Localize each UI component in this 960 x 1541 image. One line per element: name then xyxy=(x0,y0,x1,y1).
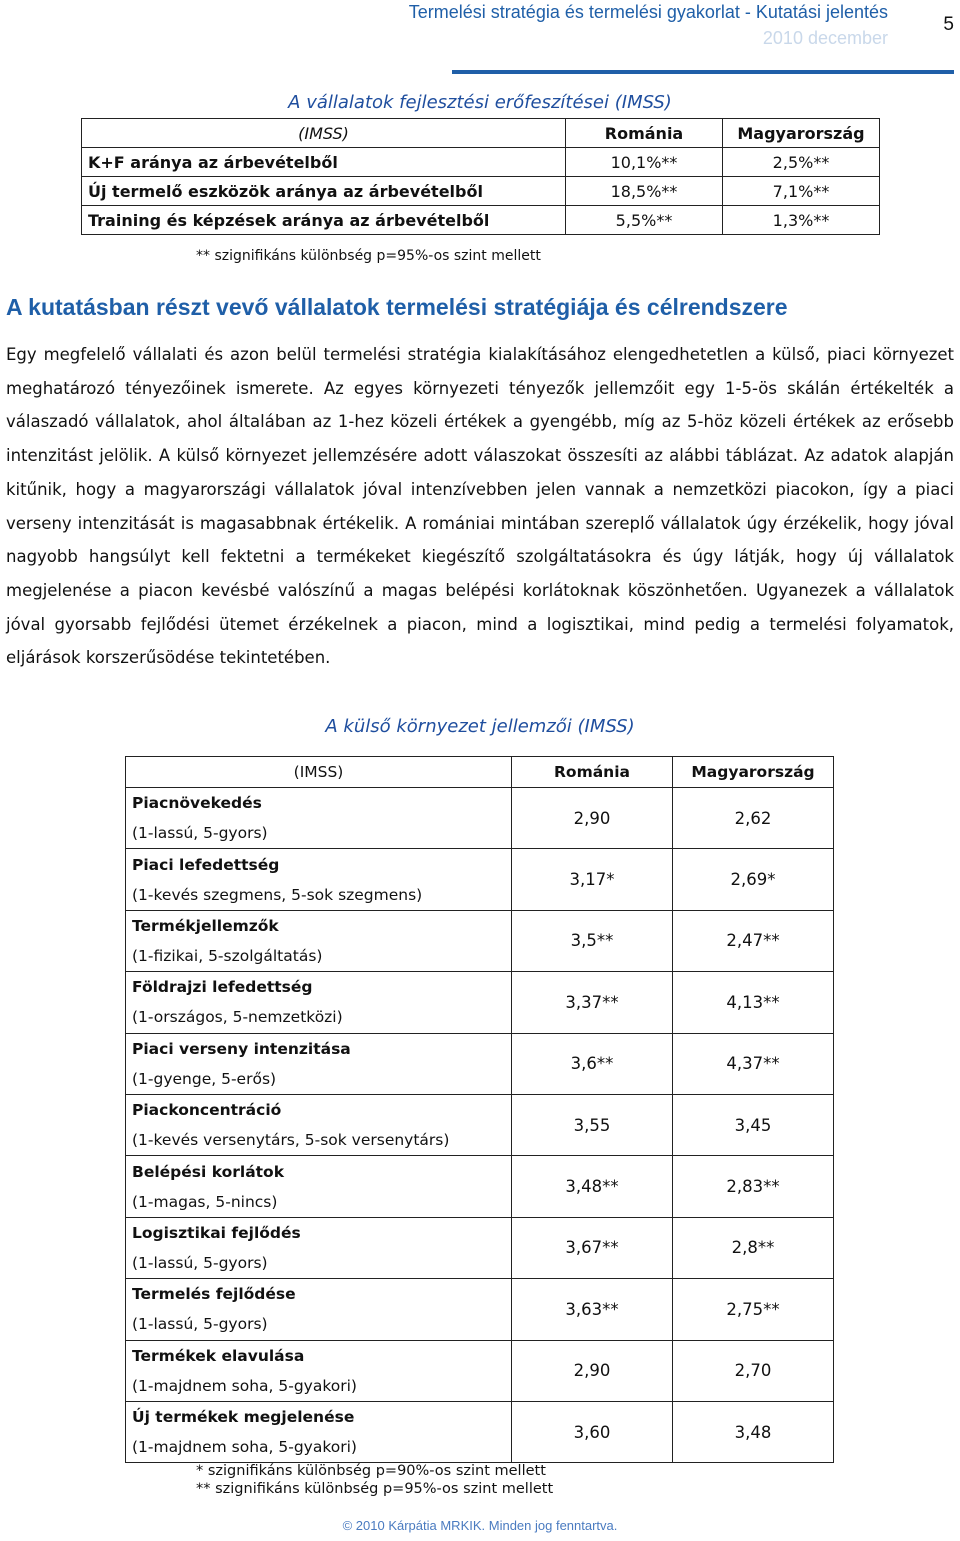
hungary-value: 2,8** xyxy=(673,1217,834,1278)
column-header-hungary: Magyarország xyxy=(723,119,880,148)
row-label: Training és képzések aránya az árbevételből xyxy=(82,206,566,235)
romania-value: 5,5%** xyxy=(566,206,723,235)
romania-value: 3,17* xyxy=(512,849,673,910)
romania-value: 3,37** xyxy=(512,972,673,1033)
factor-name: Termékek elavulása xyxy=(132,1346,305,1365)
hungary-value: 1,3%** xyxy=(723,206,880,235)
table-row xyxy=(126,972,834,1033)
hungary-value: 7,1%** xyxy=(723,177,880,206)
table-row xyxy=(126,1279,834,1340)
external-environment-table xyxy=(125,756,834,1463)
factor-cell xyxy=(126,1033,512,1094)
table1-caption: A vállalatok fejlesztési erőfeszítései (IMSS) xyxy=(288,92,672,113)
factor-name: Piaci verseny intenzitása xyxy=(132,1039,351,1058)
table2-caption: A külső környezet jellemzői (IMSS) xyxy=(325,716,635,737)
column-header-romania: Románia xyxy=(566,119,723,148)
romania-value: 10,1%** xyxy=(566,148,723,177)
factor-scale: (1-magas, 5-nincs) xyxy=(132,1192,278,1211)
table-header-row xyxy=(126,757,834,788)
table-row xyxy=(126,1217,834,1278)
hungary-value: 2,75** xyxy=(673,1279,834,1340)
factor-cell xyxy=(126,972,512,1033)
factor-scale: (1-országos, 5-nemzetközi) xyxy=(132,1008,343,1027)
factor-cell xyxy=(126,1401,512,1462)
factor-name: Belépési korlátok xyxy=(132,1162,285,1181)
table-header-row xyxy=(82,119,880,148)
factor-scale: (1-majdnem soha, 5-gyakori) xyxy=(132,1376,357,1395)
table-row xyxy=(126,849,834,910)
section-title: A kutatásban részt vevő vállalatok termelési stratégiája és célrendszere xyxy=(6,294,788,320)
table-row xyxy=(126,1094,834,1155)
romania-value: 3,60 xyxy=(512,1401,673,1462)
romania-value: 3,48** xyxy=(512,1156,673,1217)
table-row xyxy=(126,910,834,971)
romania-value: 3,63** xyxy=(512,1279,673,1340)
header-rule xyxy=(452,70,954,74)
column-header-imss: (IMSS) xyxy=(126,757,512,788)
factor-scale: (1-majdnem soha, 5-gyakori) xyxy=(132,1438,357,1457)
row-label: Új termelő eszközök aránya az árbevételből xyxy=(82,177,566,206)
factor-scale: (1-lassú, 5-gyors) xyxy=(132,1315,268,1334)
romania-value: 2,90 xyxy=(512,788,673,849)
hungary-value: 2,69* xyxy=(673,849,834,910)
table-row xyxy=(82,177,880,206)
table-row xyxy=(126,1340,834,1401)
page-header xyxy=(0,0,960,80)
column-header-romania: Románia xyxy=(512,757,673,788)
factor-cell xyxy=(126,1156,512,1217)
table-row xyxy=(126,1033,834,1094)
table-row xyxy=(82,148,880,177)
row-label: K+F aránya az árbevételből xyxy=(82,148,566,177)
hungary-value: 2,70 xyxy=(673,1340,834,1401)
factor-scale: (1-kevés versenytárs, 5-sok versenytárs) xyxy=(132,1131,450,1150)
factor-name: Piacnövekedés xyxy=(132,794,262,813)
romania-value: 18,5%** xyxy=(566,177,723,206)
table1-significance-note: ** szignifikáns különbség p=95%-os szint mellett xyxy=(196,248,541,264)
factor-cell xyxy=(126,1340,512,1401)
significance-note-95: ** szignifikáns különbség p=95%-os szint mellett xyxy=(196,1481,554,1497)
development-efforts-table xyxy=(81,118,880,235)
copyright-text: © 2010 Kárpátia MRKIK. Minden jog fenntartva. xyxy=(342,1518,618,1533)
romania-value: 3,6** xyxy=(512,1033,673,1094)
factor-cell xyxy=(126,788,512,849)
hungary-value: 2,83** xyxy=(673,1156,834,1217)
column-header-imss: (IMSS) xyxy=(82,119,566,148)
factor-scale: (1-lassú, 5-gyors) xyxy=(132,824,268,843)
factor-cell xyxy=(126,910,512,971)
factor-cell xyxy=(126,849,512,910)
factor-cell xyxy=(126,1217,512,1278)
hungary-value: 3,45 xyxy=(673,1094,834,1155)
factor-name: Új termékek megjelenése xyxy=(132,1408,355,1427)
body-paragraph: Egy megfelelő vállalati és azon belül termelési stratégia kialakításához elengedhetetlen a külső, piaci környezet meghatározó tényezőinek ismerete. Az egyes környezeti tényezők jellemzőit egy 1-5-ös skálán értékelték a válaszadó vállalatok, ahol általában az 1-hez közeli értékek a gyengébb, míg az 5-höz közeli értékek az erősebb intenzitást jelölik. A külső környezet jellemzésére adott válaszokat összesíti az alábbi táblázat. Az adatok alapján kitűnik, hogy a magyarországi vállalatok jóval intenzívebben jelen vannak a nemzetközi piacokon, így a piaci verseny intenzitását is magasabbnak értékelik. A romániai mintában szereplő vállalatok úgy érzékelik, hogy jóval nagyobb hangsúlyt kell fektetni a termékeket kiegészítő szolgáltatásokra és úgy látják, hogy új vállalatok megjelenése a piacon kevésbé valószínű a magas belépési korlátoknak köszönhetően. Ugyanezek a vállalatok jóval gyorsabb fejlődési ütemet érzékelnek a piacon, mind a logisztikai, mind pedig a termelési folyamatok, eljárások korszerűsödése tekintetében. xyxy=(6,345,954,668)
header-title: Termelési stratégia és termelési gyakorlat - Kutatási jelentés xyxy=(408,2,888,22)
hungary-value: 4,13** xyxy=(673,972,834,1033)
romania-value: 3,5** xyxy=(512,910,673,971)
romania-value: 3,55 xyxy=(512,1094,673,1155)
factor-name: Piackoncentráció xyxy=(132,1101,282,1120)
table-row xyxy=(82,206,880,235)
header-date: 2010 december xyxy=(762,28,888,48)
factor-cell xyxy=(126,1279,512,1340)
factor-scale: (1-lassú, 5-gyors) xyxy=(132,1253,268,1272)
table-row xyxy=(126,1401,834,1462)
hungary-value: 4,37** xyxy=(673,1033,834,1094)
table2-significance-notes xyxy=(196,1462,553,1498)
factor-name: Földrajzi lefedettség xyxy=(132,978,313,997)
hungary-value: 2,62 xyxy=(673,788,834,849)
romania-value: 3,67** xyxy=(512,1217,673,1278)
factor-scale: (1-kevés szegmens, 5-sok szegmens) xyxy=(132,885,423,904)
factor-cell xyxy=(126,1094,512,1155)
page-number: 5 xyxy=(943,14,954,35)
table-row xyxy=(126,788,834,849)
page-footer xyxy=(0,1518,960,1533)
hungary-value: 2,5%** xyxy=(723,148,880,177)
factor-name: Termelés fejlődése xyxy=(132,1285,296,1304)
hungary-value: 3,48 xyxy=(673,1401,834,1462)
factor-scale: (1-gyenge, 5-erős) xyxy=(132,1069,277,1088)
romania-value: 2,90 xyxy=(512,1340,673,1401)
factor-name: Termékjellemzők xyxy=(132,916,279,935)
factor-scale: (1-fizikai, 5-szolgáltatás) xyxy=(132,946,323,965)
table-row xyxy=(126,1156,834,1217)
factor-name: Piaci lefedettség xyxy=(132,855,280,874)
column-header-hungary: Magyarország xyxy=(673,757,834,788)
significance-note-90: * szignifikáns különbség p=90%-os szint mellett xyxy=(196,1463,546,1479)
hungary-value: 2,47** xyxy=(673,910,834,971)
factor-name: Logisztikai fejlődés xyxy=(132,1223,301,1242)
